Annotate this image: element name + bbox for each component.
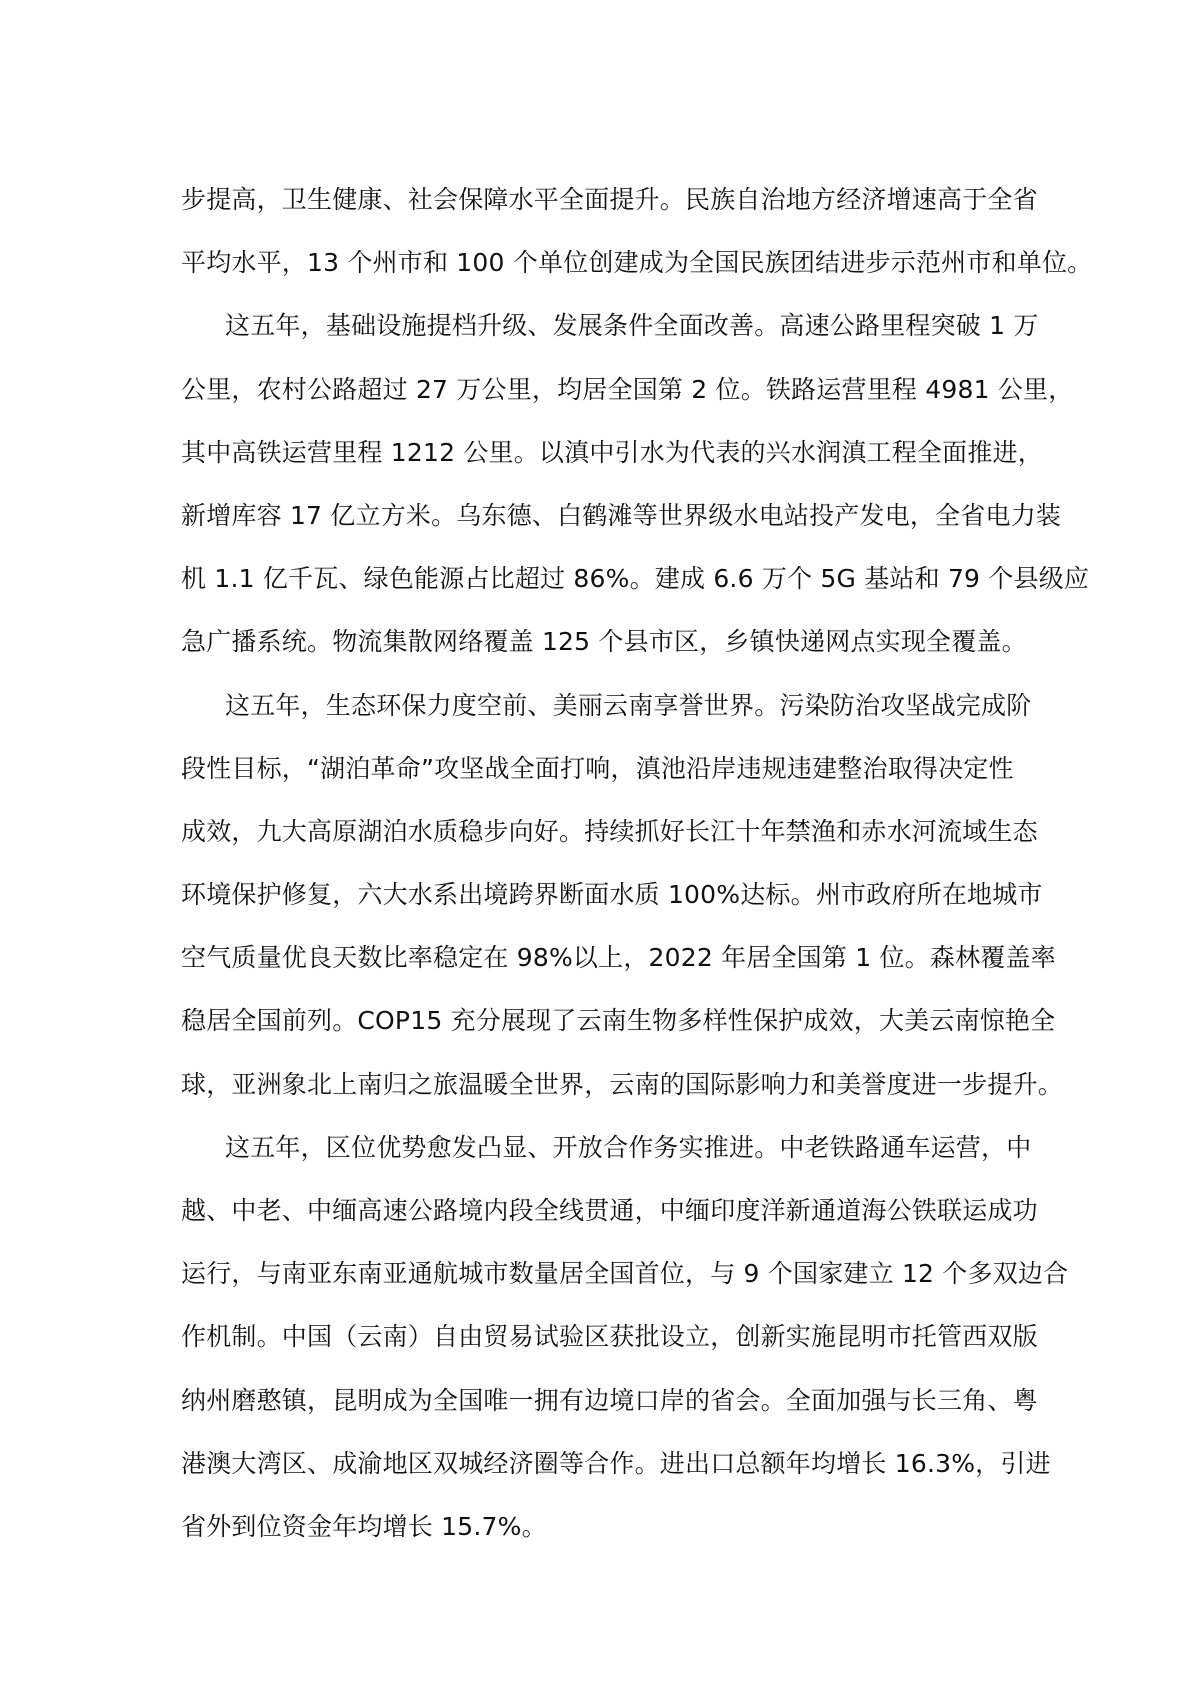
text-line: 环境保护修复，六大水系出境跨界断面水质 100%达标。州市政府所在地城市	[181, 880, 1043, 910]
text-line: 运行，与南亚东南亚通航城市数量居全国首位，与 9 个国家建立 12 个多双边合	[181, 1259, 1069, 1289]
text-line: 其中高铁运营里程 1212 公里。以滇中引水为代表的兴水润滇工程全面推进，	[181, 437, 1043, 467]
text-line: 港澳大湾区、成渝地区双城经济圈等合作。进出口总额年均增长 16.3%，引进	[181, 1448, 1051, 1478]
text-line: 球，亚洲象北上南归之旅温暖全世界，云南的国际影响力和美誉度进一步提升。	[181, 1069, 1064, 1099]
text-line: 机 1.1 亿千瓦、绿色能源占比超过 86%。建成 6.6 万个 5G 基站和 79 个县级应	[181, 564, 1090, 594]
text-line: 纳州磨憨镇，昆明成为全国唯一拥有边境口岸的省会。全面加强与长三角、粤	[181, 1385, 1038, 1415]
text-line: 新增库容 17 亿立方米。乌东德、白鹤滩等世界级水电站投产发电，全省电力装	[181, 500, 1062, 530]
text-line: 急广播系统。物流集散网络覆盖 125 个县市区，乡镇快递网点实现全覆盖。	[181, 627, 1027, 657]
paragraph-start-line: 这五年，生态环保力度空前、美丽云南享誉世界。污染防治攻坚战完成阶	[225, 690, 1032, 720]
paragraph-start-line: 这五年，基础设施提档升级、发展条件全面改善。高速公路里程突破 1 万	[225, 311, 1039, 341]
text-line: 成效，九大高原湖泊水质稳步向好。持续抓好长江十年禁渔和赤水河流域生态	[181, 816, 1038, 846]
paragraph-start-line: 这五年，区位优势愈发凸显、开放合作务实推进。中老铁路通车运营，中	[225, 1132, 1032, 1162]
text-line: 稳居全国前列。COP15 充分展现了云南生物多样性保护成效，大美云南惊艳全	[181, 1006, 1056, 1036]
text-line: 公里，农村公路超过 27 万公里，均居全国第 2 位。铁路运营里程 4981 公里，	[181, 374, 1074, 404]
text-line: 空气质量优良天数比率稳定在 98%以上，2022 年居全国第 1 位。森林覆盖率	[181, 943, 1056, 973]
text-line: 步提高，卫生健康、社会保障水平全面提升。民族自治地方经济增速高于全省	[181, 185, 1038, 214]
text-line: 段性目标，“湖泊革命”攻坚战全面打响，滇池沿岸违规违建整治取得决定性	[181, 753, 1014, 783]
text-line: 平均水平，13 个州市和 100 个单位创建成为全国民族团结进步示范州市和单位。	[181, 248, 1093, 278]
text-line: 越、中老、中缅高速公路境内段全线贯通，中缅印度洋新通道海公铁联运成功	[181, 1196, 1038, 1225]
text-line: 省外到位资金年均增长 15.7%。	[181, 1511, 547, 1541]
document-body	[181, 168, 1093, 1558]
text-line: 作机制。中国（云南）自由贸易试验区获批设立，创新实施昆明市托管西双版	[181, 1322, 1038, 1352]
